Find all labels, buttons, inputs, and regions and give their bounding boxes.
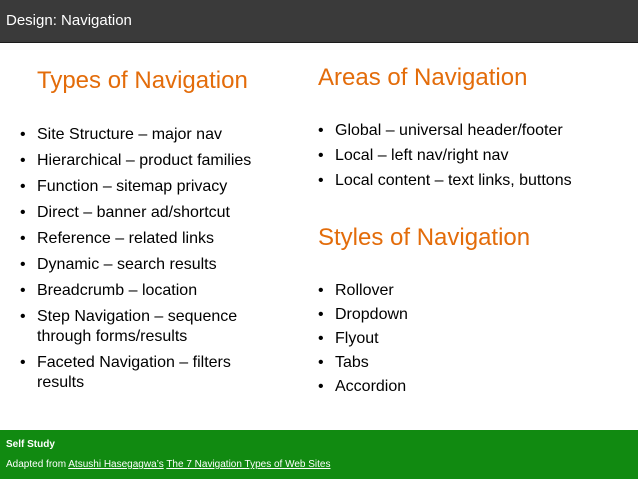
types-list-item bbox=[20, 125, 300, 145]
slide-title: Design: Navigation bbox=[6, 12, 132, 29]
bullet-icon: • bbox=[20, 354, 26, 371]
types-list-item-text: Dynamic – search results bbox=[37, 256, 217, 273]
styles-list-item-text: Accordion bbox=[335, 378, 407, 395]
types-list-item-text: Faceted Navigation – filters results bbox=[37, 354, 231, 391]
types-heading: Types of Navigation bbox=[37, 67, 248, 94]
areas-list-item bbox=[318, 171, 633, 191]
styles-list-item bbox=[318, 305, 518, 325]
styles-list-item bbox=[318, 377, 518, 397]
areas-list-item bbox=[318, 121, 633, 141]
bullet-icon: • bbox=[20, 230, 26, 247]
areas-list-item-text: Local content – text links, buttons bbox=[335, 172, 572, 189]
types-list-item-text: Function – sitemap privacy bbox=[37, 178, 228, 195]
credit-prefix: Adapted from bbox=[6, 459, 69, 470]
bullet-icon: • bbox=[318, 378, 324, 395]
bullet-icon: • bbox=[20, 178, 26, 195]
styles-list-item bbox=[318, 329, 518, 349]
bullet-icon: • bbox=[318, 172, 324, 189]
styles-list bbox=[318, 281, 518, 401]
types-list-item bbox=[20, 229, 300, 249]
bullet-icon: • bbox=[318, 147, 324, 164]
styles-list-item-text: Rollover bbox=[335, 282, 394, 299]
styles-list-item-text: Tabs bbox=[335, 354, 369, 371]
styles-list-item bbox=[318, 353, 518, 373]
types-list-item-text: Direct – banner ad/shortcut bbox=[37, 204, 230, 221]
types-list-item bbox=[20, 151, 300, 171]
footer-label: Self Study bbox=[6, 439, 55, 450]
bullet-icon: • bbox=[20, 282, 26, 299]
title-bar bbox=[0, 0, 638, 43]
bullet-icon: • bbox=[20, 256, 26, 273]
types-list-item bbox=[20, 255, 300, 275]
bullet-icon: • bbox=[20, 126, 26, 143]
bullet-icon: • bbox=[318, 122, 324, 139]
types-list-item bbox=[20, 203, 300, 223]
styles-list-item-text: Dropdown bbox=[335, 306, 408, 323]
types-list-item-text: Breadcrumb – location bbox=[37, 282, 198, 299]
bullet-icon: • bbox=[20, 204, 26, 221]
types-list-item bbox=[20, 307, 300, 347]
areas-list-item bbox=[318, 146, 633, 166]
areas-list-item-text: Global – universal header/footer bbox=[335, 122, 563, 139]
types-list-item bbox=[20, 281, 300, 301]
types-list-item bbox=[20, 177, 300, 197]
bullet-icon: • bbox=[20, 152, 26, 169]
areas-list bbox=[318, 121, 633, 196]
article-link[interactable]: The 7 Navigation Types of Web Sites bbox=[166, 459, 331, 470]
styles-heading: Styles of Navigation bbox=[318, 224, 531, 251]
bullet-icon: • bbox=[318, 306, 324, 323]
areas-heading: Areas of Navigation bbox=[318, 64, 528, 91]
types-list-item-text: Hierarchical – product families bbox=[37, 152, 252, 169]
bullet-icon: • bbox=[318, 330, 324, 347]
types-list-item bbox=[20, 353, 300, 393]
author-link[interactable]: Atsushi Hasegagwa’s bbox=[68, 459, 164, 470]
bullet-icon: • bbox=[318, 282, 324, 299]
types-list-item-text: Reference – related links bbox=[37, 230, 214, 247]
types-list-item-text: Site Structure – major nav bbox=[37, 126, 222, 143]
styles-list-item-text: Flyout bbox=[335, 330, 379, 347]
bullet-icon: • bbox=[20, 308, 26, 325]
styles-list-item bbox=[318, 281, 518, 301]
bullet-icon: • bbox=[318, 354, 324, 371]
footer-bar bbox=[0, 430, 638, 479]
areas-list-item-text: Local – left nav/right nav bbox=[335, 147, 509, 164]
types-list-item-text: Step Navigation – sequence through forms/results bbox=[37, 308, 238, 345]
types-list bbox=[20, 125, 300, 399]
footer-credit bbox=[6, 459, 330, 471]
